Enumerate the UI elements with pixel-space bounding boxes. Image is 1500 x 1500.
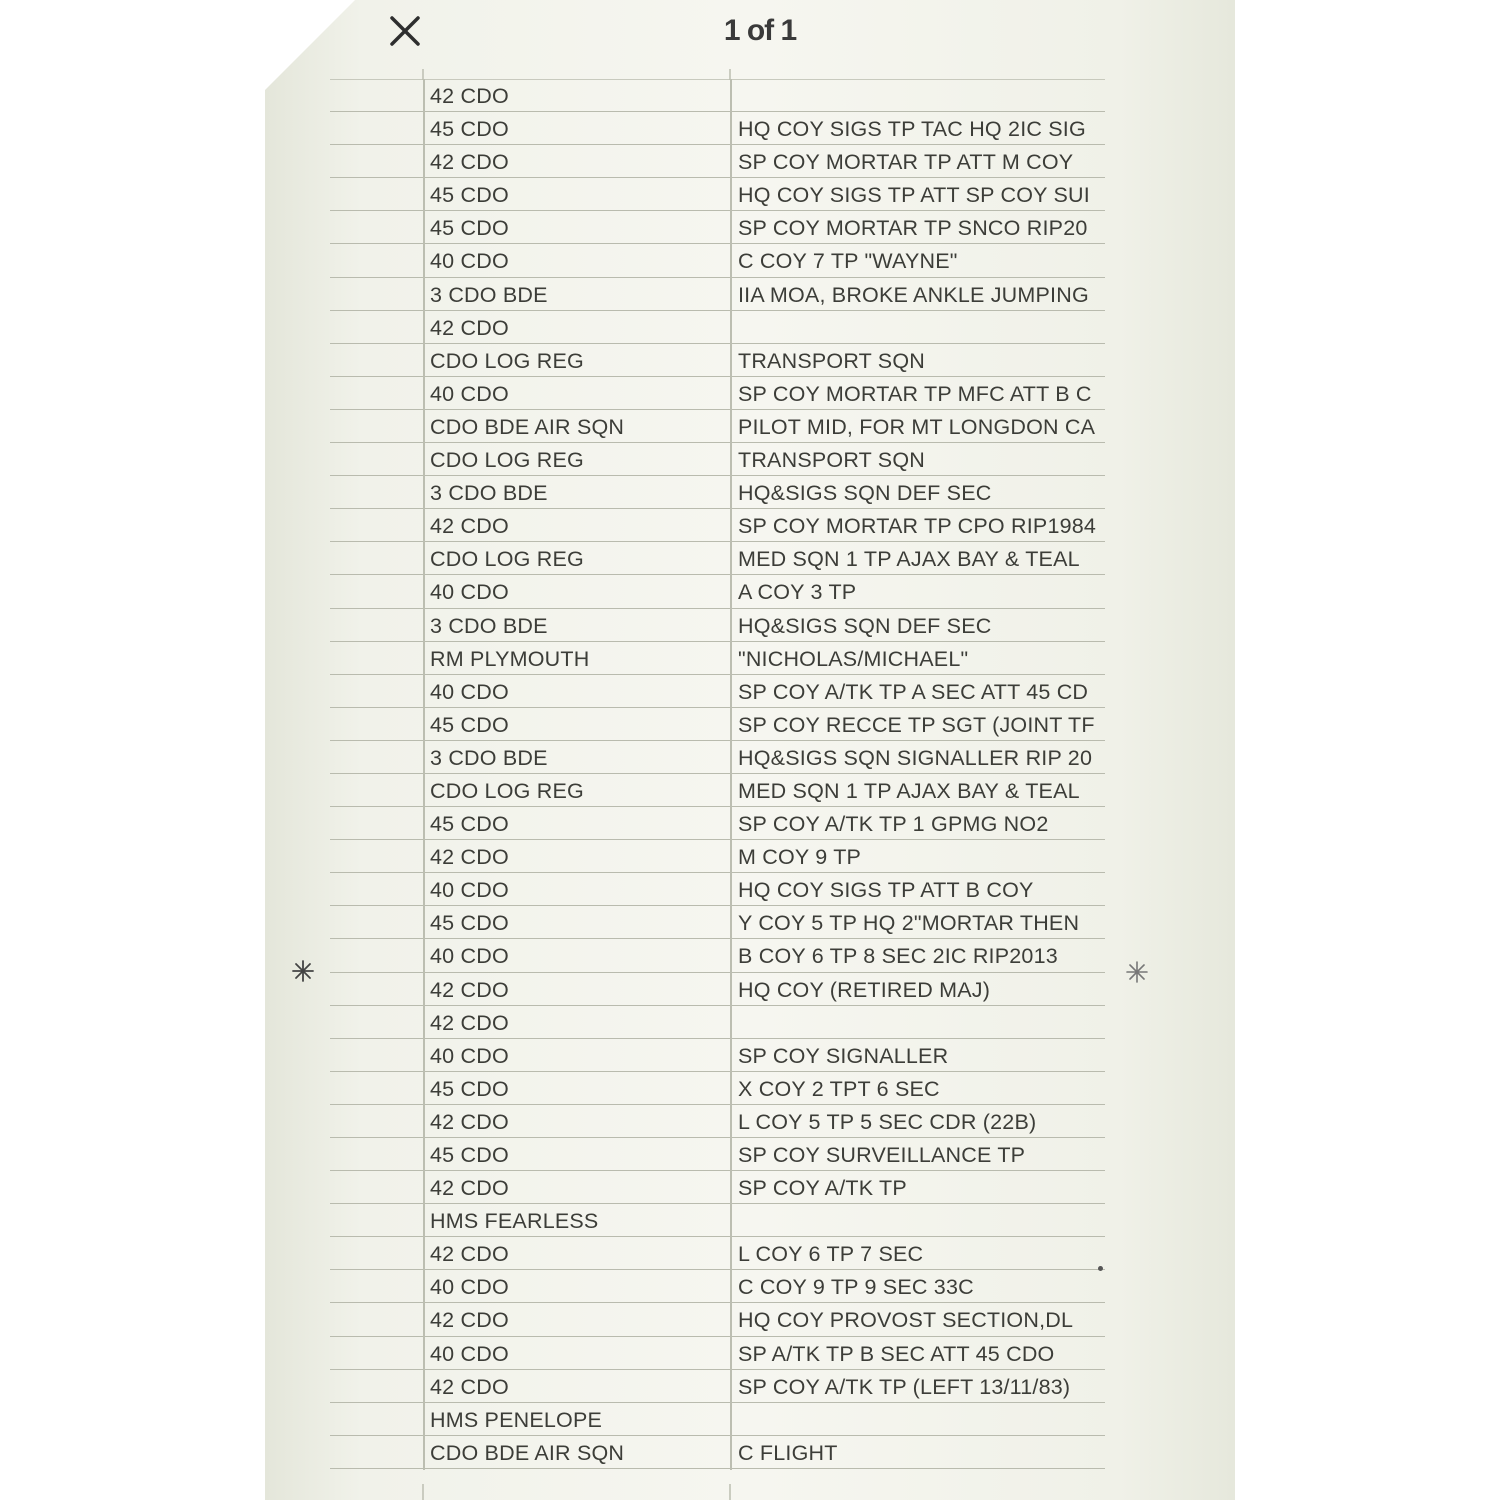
column-divider [423,807,425,841]
column-divider [730,840,732,874]
unit-cell: 40 CDO [430,878,509,903]
description-cell: L COY 6 TP 7 SEC [738,1242,924,1267]
column-divider [423,973,425,1007]
description-cell: IIA MOA, BROKE ANKLE JUMPING [738,282,1089,307]
table-row [330,377,1105,410]
unit-cell: 42 CDO [430,1176,509,1201]
column-divider [730,708,732,742]
table-row [330,278,1105,311]
description-cell: B COY 6 TP 8 SEC 2IC RIP2013 [738,944,1058,969]
column-divider [423,1436,425,1470]
column-divider [423,1337,425,1371]
column-divider [423,609,425,643]
column-divider [730,939,732,973]
unit-cell: 45 CDO [430,216,509,241]
column-divider [730,377,732,411]
table-row [330,906,1105,939]
column-divider [423,145,425,179]
unit-cell: HMS FEARLESS [430,1209,599,1234]
unit-cell: 45 CDO [430,812,509,837]
column-divider [730,1237,732,1271]
unit-cell: 42 CDO [430,150,509,175]
description-cell: HQ&SIGS SQN DEF SEC [738,481,992,506]
ink-dot [1098,1266,1103,1271]
unit-cell: 45 CDO [430,1143,509,1167]
table-row [330,443,1105,476]
description-cell: SP COY MORTAR TP MFC ATT B C [738,381,1092,406]
unit-cell: 42 CDO [430,1308,509,1333]
column-divider [423,1039,425,1073]
unit-cell: 40 CDO [430,1043,509,1068]
table-row [330,344,1105,377]
table-row [330,1072,1105,1105]
description-cell: HQ COY PROVOST SECTION,DL [738,1308,1074,1333]
column-divider [423,178,425,212]
description-cell: SP COY MORTAR TP SNCO RIP20 [738,216,1088,241]
unit-cell: 42 CDO [430,977,509,1002]
table-row [330,542,1105,575]
description-cell: SP COY SIGNALLER [738,1043,949,1068]
description-cell: HQ COY SIGS TP ATT SP COY SUI [738,183,1090,208]
column-divider [730,1303,732,1337]
table-row [330,708,1105,741]
unit-cell: 3 CDO BDE [430,613,548,638]
description-cell: MED SQN 1 TP AJAX BAY & TEAL [738,547,1080,572]
table-row [330,410,1105,443]
column-divider [730,178,732,212]
table-row [330,1204,1105,1237]
column-divider [423,1204,425,1238]
unit-cell: 45 CDO [430,117,509,142]
table-row [330,840,1105,873]
column-divider [423,1138,425,1172]
column-divider [423,1270,425,1304]
unit-cell: 3 CDO BDE [430,282,548,307]
column-divider [423,377,425,411]
column-divider [423,575,425,609]
column-divider [730,1403,732,1437]
unit-cell: 40 CDO [430,580,509,605]
description-cell: C COY 9 TP 9 SEC 33C [738,1275,974,1300]
table-row [330,244,1105,277]
description-cell: X COY 2 TPT 6 SEC [738,1076,940,1101]
table-row [330,1237,1105,1270]
unit-cell: 42 CDO [430,84,509,108]
table-row [330,807,1105,840]
unit-cell: 42 CDO [430,315,509,340]
unit-cell: 45 CDO [430,911,509,936]
column-divider [730,741,732,775]
description-cell: HQ COY (RETIRED MAJ) [738,977,991,1002]
description-cell: SP COY RECCE TP SGT (JOINT TF [738,712,1095,737]
table-row [330,1403,1105,1436]
unit-cell: CDO LOG REG [430,348,584,373]
description-cell: TRANSPORT SQN [738,448,925,473]
description-cell: "NICHOLAS/MICHAEL" [738,646,969,671]
table-row [330,1171,1105,1204]
column-divider [423,939,425,973]
unit-cell: 40 CDO [430,249,509,274]
description-cell: TRANSPORT SQN [738,348,925,373]
column-divider [423,906,425,940]
description-cell: SP COY A/TK TP 1 GPMG NO2 [738,812,1049,837]
column-divider [730,807,732,841]
unit-cell: CDO LOG REG [430,547,584,572]
description-cell: SP COY A/TK TP [738,1176,907,1201]
table-row [330,774,1105,807]
column-divider [423,642,425,676]
description-cell: SP A/TK TP B SEC ATT 45 CDO [738,1341,1055,1366]
asterisk-mark-icon [290,958,316,984]
unit-cell: RM PLYMOUTH [430,646,590,671]
column-divider [730,1204,732,1238]
unit-cell: 42 CDO [430,845,509,870]
table-row [330,1039,1105,1072]
description-cell: C COY 7 TP "WAYNE" [738,249,958,274]
table-row [330,178,1105,211]
column-divider [423,344,425,378]
cut-off-bottom-row [330,1484,1105,1500]
column-divider [423,1303,425,1337]
column-divider [730,1171,732,1205]
unit-cell: 42 CDO [430,1109,509,1134]
column-divider [730,973,732,1007]
column-divider [730,79,732,113]
description-cell: HQ COY SIGS TP TAC HQ 2IC SIG [738,117,1086,142]
description-cell: Y COY 5 TP HQ 2"MORTAR THEN [738,911,1080,936]
unit-cell: 3 CDO BDE [430,745,548,770]
unit-cell: 40 CDO [430,679,509,704]
table-row [330,973,1105,1006]
close-button[interactable] [382,10,426,54]
column-divider [730,410,732,444]
description-cell: SP COY A/TK TP (LEFT 13/11/83) [738,1374,1071,1399]
unit-cell: 45 CDO [430,1076,509,1101]
column-divider [730,1370,732,1404]
unit-cell: HMS PENELOPE [430,1407,603,1432]
personnel-table [330,79,1105,1469]
column-divider [423,410,425,444]
table-row [330,1006,1105,1039]
table-row [330,609,1105,642]
column-divider [423,1006,425,1040]
description-cell: C FLIGHT [738,1440,838,1465]
column-divider [730,112,732,146]
asterisk-mark-icon [1124,959,1150,985]
column-divider [423,476,425,510]
column-divider [423,443,425,477]
column-divider [730,1337,732,1371]
column-divider [423,840,425,874]
column-divider [730,145,732,179]
unit-cell: 40 CDO [430,944,509,969]
unit-cell: 42 CDO [430,514,509,539]
column-divider [730,509,732,543]
column-divider [423,1072,425,1106]
column-divider [423,211,425,245]
column-divider [423,741,425,775]
description-cell: M COY 9 TP [738,845,862,870]
description-cell: HQ COY SIGS TP ATT B COY [738,878,1034,903]
column-divider [423,509,425,543]
close-icon [382,10,426,54]
description-cell: L COY 5 TP 5 SEC CDR (22B) [738,1109,1037,1134]
column-divider [423,774,425,808]
unit-cell: 3 CDO BDE [430,481,548,506]
unit-cell: 45 CDO [430,183,509,208]
unit-cell: CDO BDE AIR SQN [430,414,625,439]
table-row [330,1370,1105,1403]
table-row [330,211,1105,244]
description-cell: A COY 3 TP [738,580,857,605]
unit-cell: 42 CDO [430,1374,509,1399]
table-row [330,476,1105,509]
unit-cell: 40 CDO [430,381,509,406]
unit-cell: CDO LOG REG [430,448,584,473]
unit-cell: 42 CDO [430,1242,509,1267]
unit-cell: CDO LOG REG [430,778,584,803]
column-divider [730,642,732,676]
description-cell: SP COY A/TK TP A SEC ATT 45 CD [738,679,1089,704]
column-divider [730,1039,732,1073]
table-row [330,112,1105,145]
column-divider [423,278,425,312]
column-divider [423,1105,425,1139]
description-cell: PILOT MID, FOR MT LONGDON CA [738,414,1096,439]
table-row [330,1105,1105,1138]
column-divider [730,675,732,709]
column-divider [423,1237,425,1271]
column-divider [730,244,732,278]
unit-cell: 40 CDO [430,1275,509,1300]
column-divider [730,443,732,477]
column-divider [730,873,732,907]
column-divider [423,1171,425,1205]
table-row [330,79,1105,112]
column-divider [423,708,425,742]
table-row [330,873,1105,906]
unit-cell: 45 CDO [430,712,509,737]
page-indicator: 1 of 1 [723,14,797,47]
table-row [330,1436,1105,1469]
table-row [330,675,1105,708]
table-row [330,575,1105,608]
column-divider [423,112,425,146]
column-divider [730,542,732,576]
table-row [330,1138,1105,1171]
table-row [330,1303,1105,1336]
description-cell: SP COY MORTAR TP CPO RIP1984 [738,514,1097,539]
description-cell: HQ&SIGS SQN DEF SEC [738,613,992,638]
table-row [330,1337,1105,1370]
unit-cell: 42 CDO [430,1010,509,1035]
column-divider [730,1105,732,1139]
description-cell: SP COY SURVEILLANCE TP [738,1143,1026,1167]
unit-cell: CDO BDE AIR SQN [430,1440,625,1465]
table-row [330,1270,1105,1303]
column-divider [423,542,425,576]
column-divider [423,1403,425,1437]
column-divider [730,278,732,312]
table-row [330,642,1105,675]
column-divider [423,244,425,278]
column-divider [423,873,425,907]
column-divider [730,1270,732,1304]
table-row [330,145,1105,178]
table-row [330,311,1105,344]
column-divider [423,675,425,709]
column-divider [730,774,732,808]
column-divider [423,1370,425,1404]
column-divider [730,211,732,245]
column-divider [730,1072,732,1106]
column-divider [730,1138,732,1172]
description-cell: MED SQN 1 TP AJAX BAY & TEAL [738,778,1080,803]
column-divider [730,476,732,510]
column-divider [730,906,732,940]
table-row [330,509,1105,542]
column-divider [730,609,732,643]
unit-cell: 40 CDO [430,1341,509,1366]
table-row [330,939,1105,972]
column-divider [423,311,425,345]
column-divider [423,79,425,113]
column-divider [730,344,732,378]
column-divider [730,1436,732,1470]
description-cell: SP COY MORTAR TP ATT M COY [738,150,1074,175]
column-divider [730,311,732,345]
table-row [330,741,1105,774]
column-divider [730,1006,732,1040]
description-cell: HQ&SIGS SQN SIGNALLER RIP 20 [738,745,1093,770]
column-divider [730,575,732,609]
